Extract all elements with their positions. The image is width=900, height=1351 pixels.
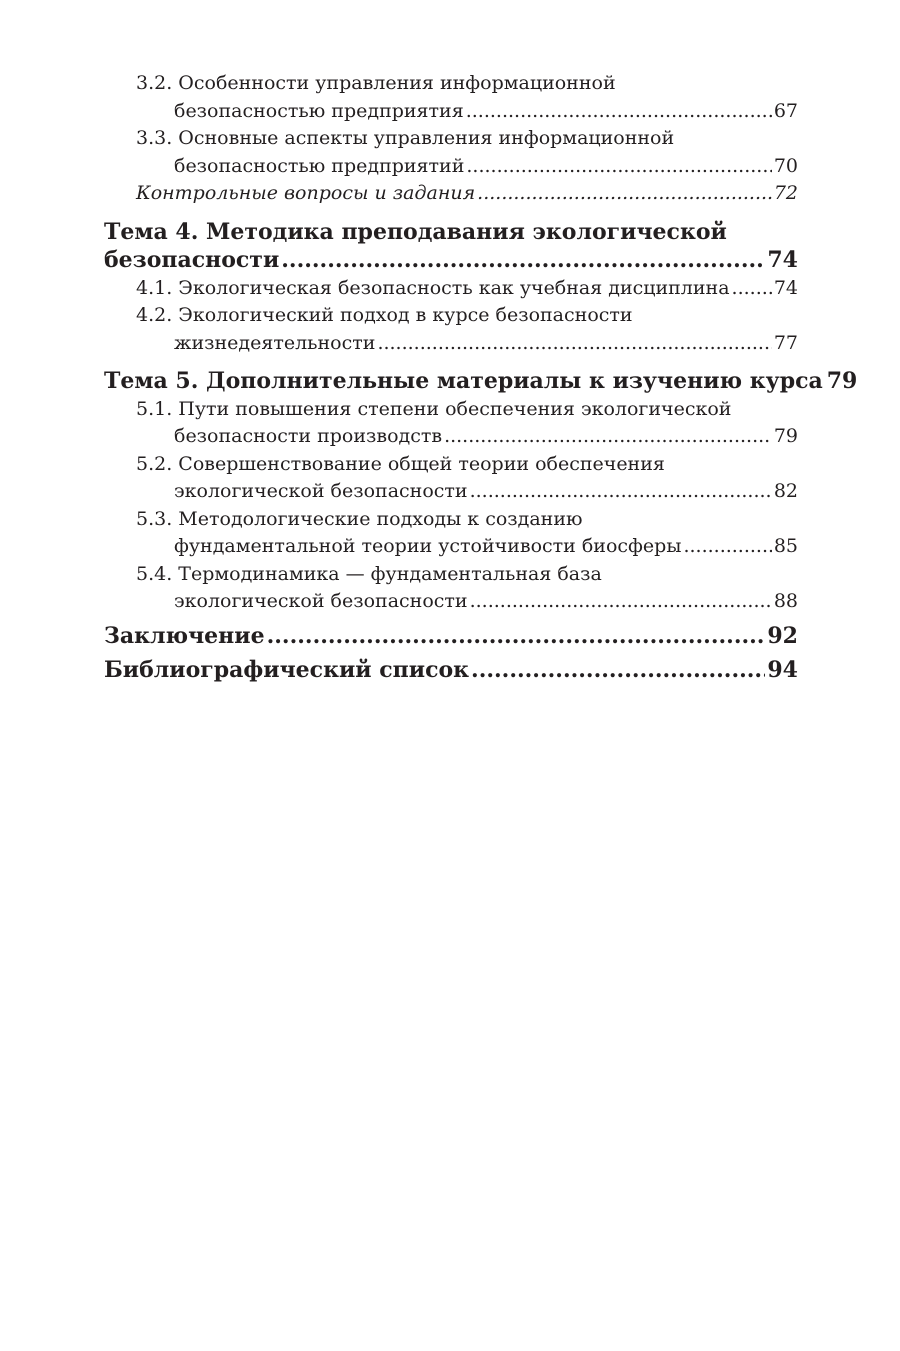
toc-entry-title: 5.4. Термодинамика — фундаментальная база: [136, 562, 602, 585]
dot-leader: [377, 330, 771, 358]
page-number: 67: [773, 99, 798, 122]
page-number: 94: [767, 657, 798, 683]
dot-leader: [444, 423, 772, 451]
page-number: 88: [773, 590, 798, 612]
dot-leader: [470, 588, 772, 616]
toc-bibliography[interactable]: [104, 656, 798, 685]
dot-leader: [466, 153, 771, 181]
toc-entry-title-cont: экологической безопасности: [174, 590, 468, 612]
toc-entry-3-3[interactable]: [104, 125, 798, 180]
page-number: 74: [773, 276, 798, 299]
toc-entry-4-1[interactable]: [104, 275, 798, 303]
toc-entry-title: 3.2. Особенности управления информационной: [136, 72, 616, 94]
toc-topic-title: Тема 5. Дополнительные материалы к изучению курса: [104, 368, 823, 394]
toc-topic-title: Заключение: [104, 622, 265, 649]
toc-entry-5-4[interactable]: [104, 561, 798, 616]
toc-topic-title: Тема 4. Методика преподавания экологической: [104, 218, 727, 245]
toc-entry-title-cont: безопасностью предприятий: [174, 154, 465, 177]
toc-topic-5[interactable]: [104, 367, 858, 396]
toc-topic-4[interactable]: [104, 218, 798, 275]
toc-entry-title: 5.3. Методологические подходы к созданию: [136, 507, 583, 530]
dot-leader: [732, 275, 772, 303]
toc-conclusion[interactable]: [104, 622, 798, 651]
page-number: 82: [773, 480, 798, 502]
dot-leader: [281, 246, 765, 275]
toc-topic-title: Библиографический список: [104, 657, 470, 683]
toc-entry-title: Контрольные вопросы и задания: [136, 182, 476, 204]
toc-entry-5-3[interactable]: [104, 506, 798, 561]
page-number: 72: [773, 182, 798, 204]
toc-entry-title: 4.1. Экологическая безопасность как учебная дисциплина: [136, 276, 730, 299]
toc-entry-title: 3.3. Основные аспекты управления информационной: [136, 127, 675, 149]
table-of-contents: [104, 70, 858, 685]
toc-entry-title-cont: безопасностью предприятия: [174, 99, 464, 122]
dot-leader: [267, 622, 766, 651]
page-number: 79: [773, 425, 798, 447]
toc-entry-questions-3[interactable]: [104, 180, 798, 208]
toc-topic-title-cont: безопасности: [104, 247, 280, 273]
toc-entry-title: 4.2. Экологический подход в курсе безопасности: [136, 304, 633, 326]
toc-entry-5-2[interactable]: [104, 451, 798, 506]
page-number: 70: [773, 154, 798, 177]
dot-leader: [683, 533, 771, 561]
dot-leader: [466, 98, 772, 126]
toc-entry-title-cont: безопасности производств: [174, 425, 443, 447]
toc-entry-title-cont: жизнедеятельности: [174, 331, 376, 354]
toc-entry-4-2[interactable]: [104, 302, 798, 357]
toc-entry-title-cont: фундаментальной теории устойчивости биосферы: [174, 535, 682, 557]
toc-entry-title-cont: экологической безопасности: [174, 480, 468, 502]
page-number: 77: [773, 331, 798, 354]
dot-leader: [470, 478, 772, 506]
dot-leader: [471, 656, 765, 685]
toc-entry-title: 5.1. Пути повышения степени обеспечения экологической: [136, 397, 732, 420]
toc-entry-5-1[interactable]: [104, 396, 798, 451]
toc-entry-3-2[interactable]: [104, 70, 798, 125]
toc-entry-title: 5.2. Совершенствование общей теории обеспечения: [136, 452, 665, 475]
page-number: 85: [773, 535, 798, 557]
page-number: 92: [767, 622, 798, 649]
page-number: 74: [767, 247, 798, 273]
dot-leader: [477, 180, 772, 208]
page-number: 79: [826, 368, 858, 394]
